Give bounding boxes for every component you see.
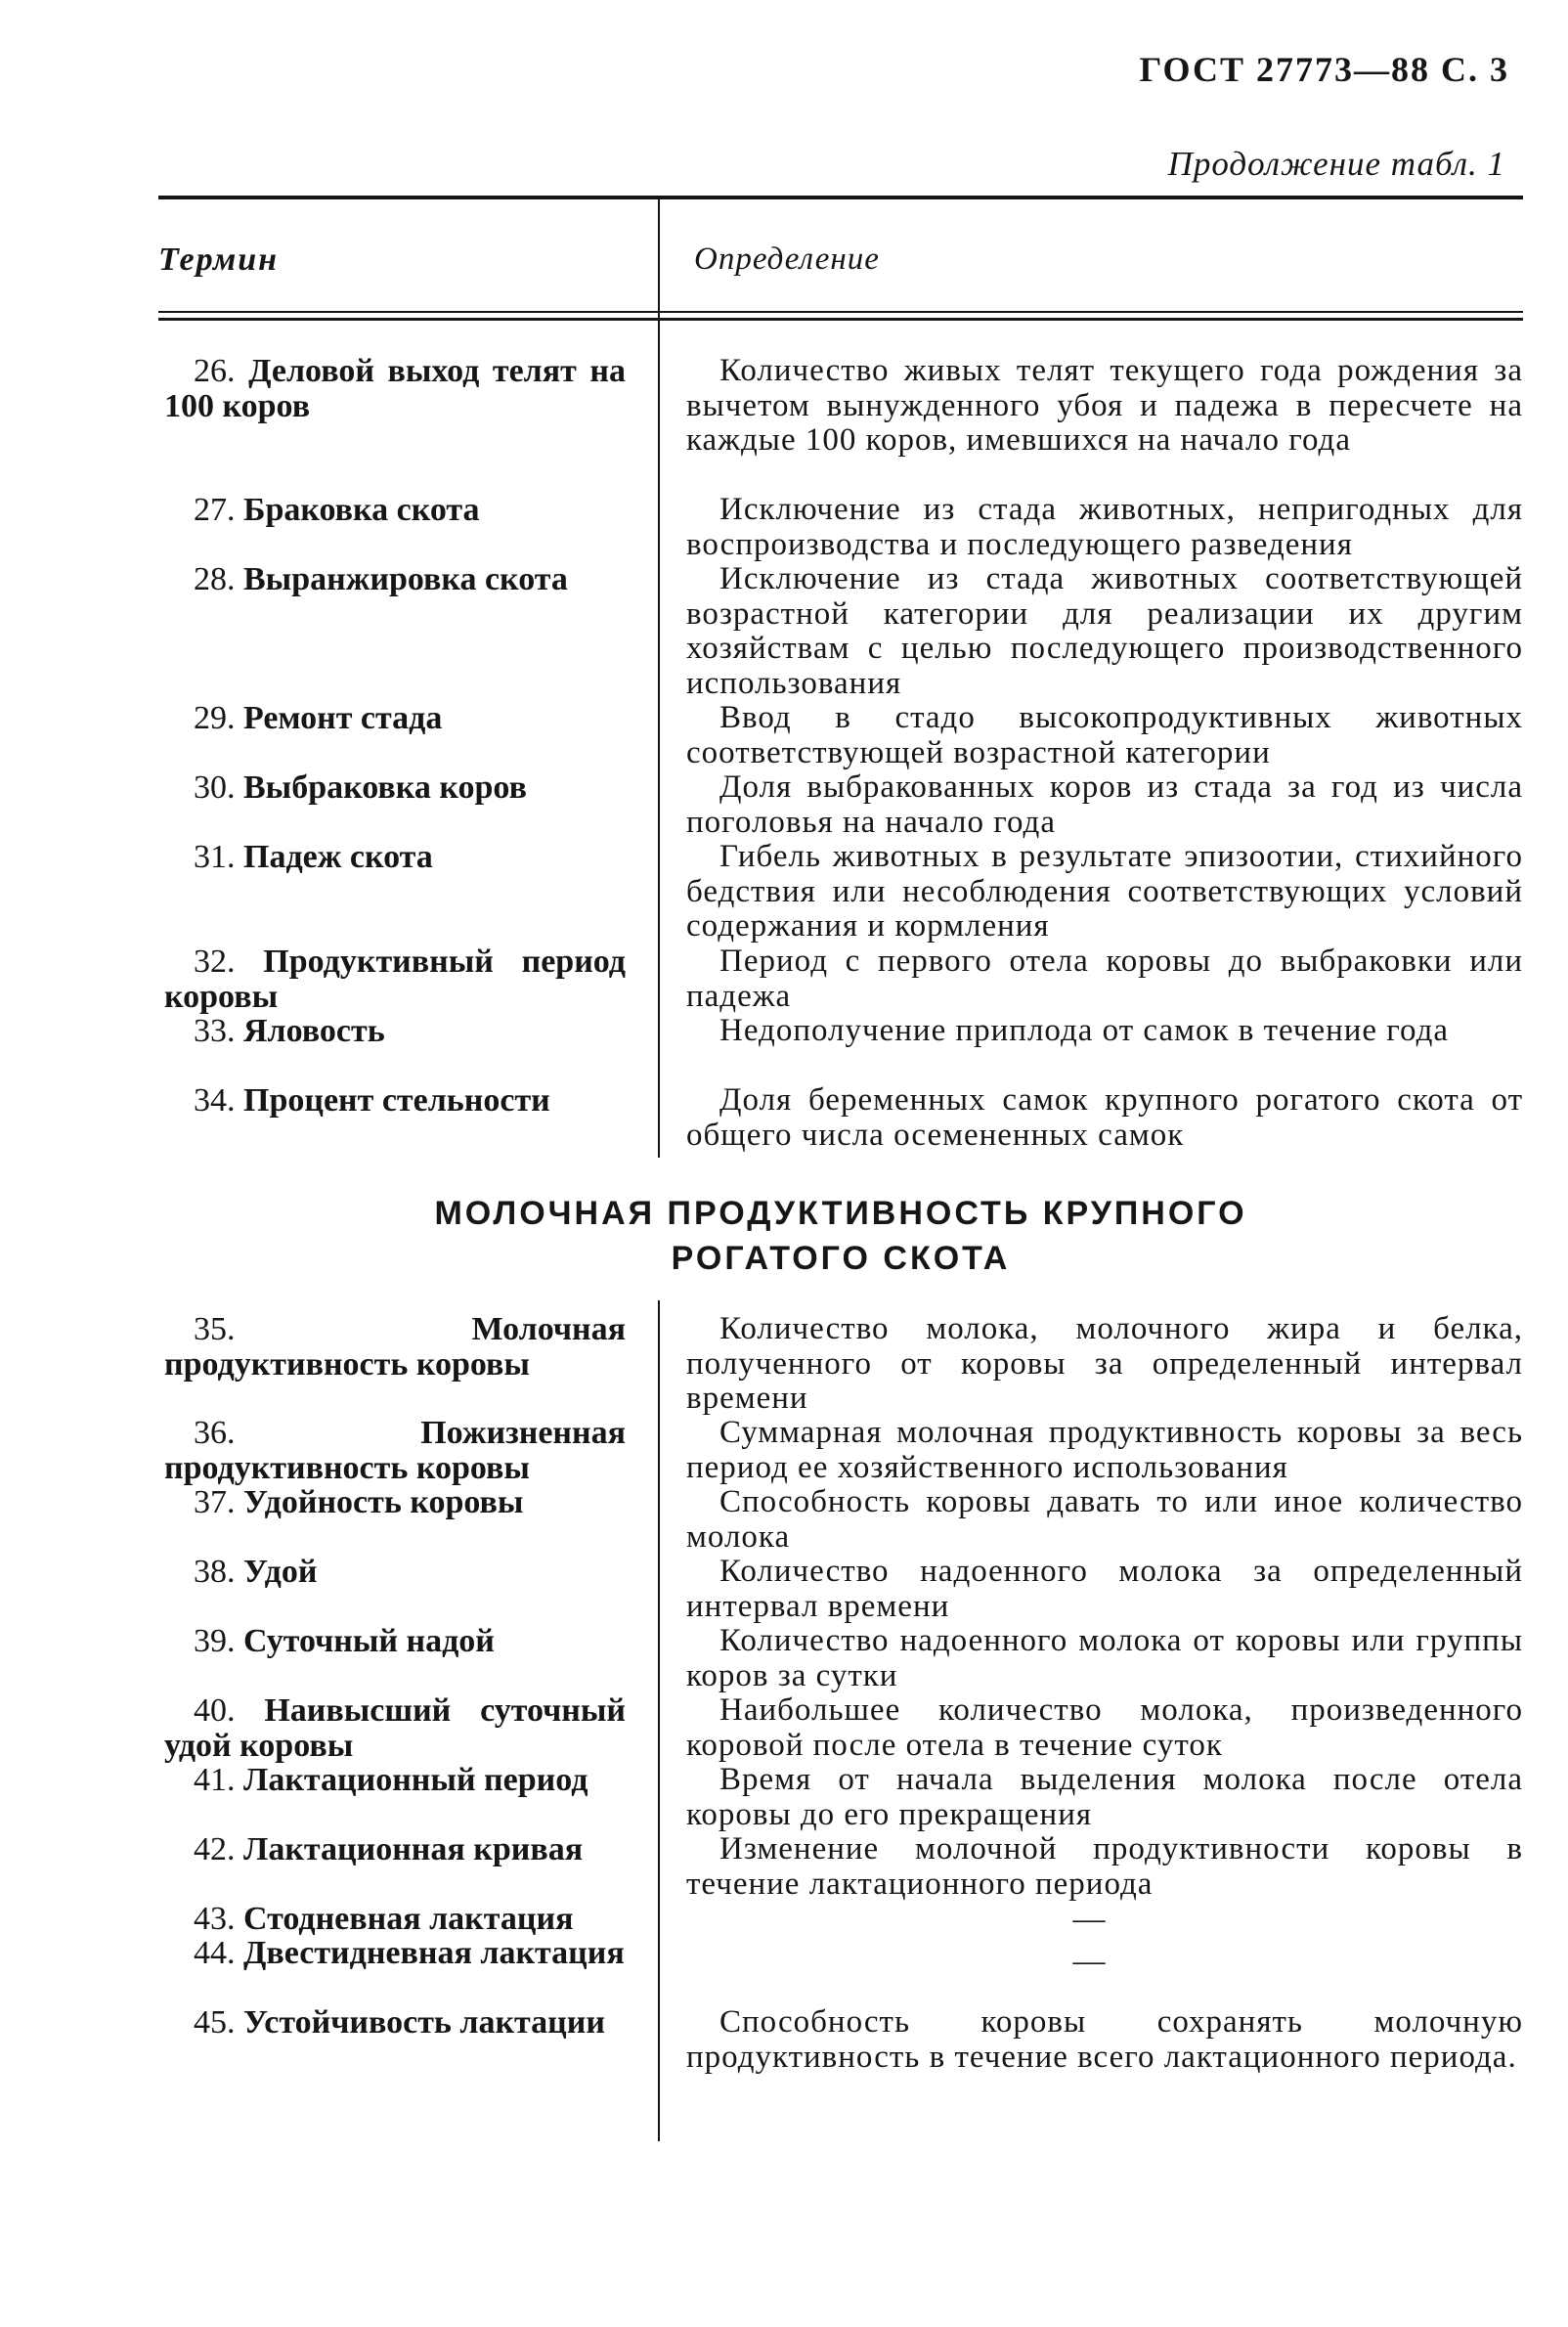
term-text (164, 1832, 626, 1867)
definition-text: Ввод в стадо высокопродуктивных животных соответствующей возрастной категории (686, 700, 1523, 770)
definition-text: Гибель животных в результате эпизоотии, стихийного бедствия или несоблюдения соответствующих условий содержания и кормления (686, 839, 1523, 944)
term-text (164, 701, 626, 736)
term-text (164, 1624, 626, 1659)
term-number: 34. (194, 1082, 236, 1119)
definition-dash: — (1072, 1944, 1106, 1979)
term-text (164, 1083, 626, 1119)
definition-text: Исключение из стада животных, непригодных для воспроизводства и последующего разведения (686, 492, 1523, 562)
term-name: Стодневная лактация (243, 1901, 574, 1937)
definition-text: Способность коровы сохранять молочную продуктивность в течение всего лактационного периода. (686, 2004, 1523, 2075)
term-text (164, 1485, 626, 1520)
term-text (164, 1014, 626, 1049)
definition-text: Количество молока, молочного жира и белка, полученного от коровы за определенный интервал времени (686, 1311, 1523, 1416)
term-name: Устойчивость лактации (243, 2004, 605, 2041)
term-number: 41. (194, 1762, 236, 1798)
term-number: 33. (194, 1013, 236, 1049)
term-name: Молочная продуктивность коровы (164, 1311, 626, 1383)
column-separator (658, 199, 660, 1158)
definition-text: Способность коровы давать то или иное количество молока (686, 1484, 1523, 1555)
term-name: Выбраковка коров (243, 769, 527, 806)
definition-text: Время от начала выделения молока после отела коровы до его прекращения (686, 1762, 1523, 1832)
term-text (164, 1693, 626, 1764)
term-number: 31. (194, 839, 236, 875)
term-number: 26. (194, 353, 236, 389)
section-title-line: РОГАТОГО СКОТА (671, 1240, 1011, 1277)
term-number: 43. (194, 1901, 236, 1937)
term-name: Суточный надой (243, 1623, 495, 1659)
term-name: Лактационный период (243, 1762, 588, 1798)
term-number: 42. (194, 1831, 236, 1867)
page-header: ГОСТ 27773—88 С. 3 (1139, 50, 1509, 89)
definition-text: Наибольшее количество молока, произведенного коровой после отела в течение суток (686, 1692, 1523, 1763)
term-number: 27. (194, 492, 236, 528)
definition-text: Период с первого отела коровы до выбраковки или падежа (686, 944, 1523, 1014)
term-number: 36. (194, 1415, 236, 1451)
term-name: Пожизненная продуктивность коровы (164, 1415, 626, 1486)
term-text (164, 2005, 626, 2041)
definition-text: Доля выбракованных коров из стада за год из числа поголовья на начало года (686, 769, 1523, 840)
term-name: Яловость (243, 1013, 385, 1049)
term-text (164, 354, 626, 424)
term-text (164, 1555, 626, 1590)
term-text (164, 1416, 626, 1486)
term-name: Двестидневная лактация (243, 1935, 625, 1971)
term-text (164, 562, 626, 597)
term-number: 28. (194, 561, 236, 597)
term-name: Падеж скота (243, 839, 433, 875)
definition-text: Доля беременных самок крупного рогатого скота от общего числа осемененных самок (686, 1082, 1523, 1153)
term-text (164, 1312, 626, 1383)
table-top-rule (158, 196, 1523, 199)
term-number: 29. (194, 700, 236, 736)
header-double-rule (158, 311, 1523, 313)
column-header-term: Термин (158, 241, 280, 278)
header-double-rule (158, 318, 1523, 321)
definition-text: Суммарная молочная продуктивность коровы за весь период ее хозяйственного использования (686, 1415, 1523, 1485)
definition-text: Исключение из стада животных соответствующей возрастной категории для реализации их другим хозяйствам с целью последующего производственного использования (686, 561, 1523, 701)
term-name: Продуктивный период коровы (164, 944, 626, 1015)
term-text (164, 944, 626, 1015)
definition-text: Количество надоенного молока за определенный интервал времени (686, 1554, 1523, 1624)
term-name: Наивысший суточный удой коровы (164, 1692, 626, 1764)
definition-text: Недополучение приплода от самок в течение года (719, 1013, 1450, 1048)
term-number: 39. (194, 1623, 236, 1659)
term-number: 38. (194, 1554, 236, 1590)
term-number: 44. (194, 1935, 236, 1971)
term-number: 35. (194, 1311, 236, 1347)
term-text (164, 493, 626, 528)
section-title-line: МОЛОЧНАЯ ПРОДУКТИВНОСТЬ КРУПНОГО (434, 1195, 1247, 1232)
table-continuation-label: Продолжение табл. 1 (1167, 145, 1505, 183)
definition-text: Количество живых телят текущего года рождения за вычетом вынужденного убоя и падежа в пересчете на каждые 100 коров, имевшихся на начало года (686, 353, 1523, 458)
term-number: 45. (194, 2004, 236, 2041)
term-number: 40. (194, 1692, 236, 1729)
term-name: Удойность коровы (243, 1484, 524, 1520)
column-separator (658, 1300, 660, 2141)
term-name: Выранжировка скота (243, 561, 568, 597)
term-name: Деловой выход телят на 100 коров (164, 353, 627, 424)
term-text (164, 1936, 626, 1971)
term-name: Удой (243, 1554, 318, 1590)
definition-text: Изменение молочной продуктивности коровы в течение лактационного периода (686, 1831, 1523, 1902)
term-text (164, 770, 626, 806)
definition-dash: — (1072, 1902, 1106, 1937)
term-name: Лактационная кривая (243, 1831, 584, 1867)
term-number: 32. (194, 944, 236, 980)
column-header-definition: Определение (694, 241, 880, 277)
term-name: Браковка скота (243, 492, 480, 528)
term-number: 37. (194, 1484, 236, 1520)
term-text (164, 1763, 626, 1798)
definition-text: Количество надоенного молока от коровы или группы коров за сутки (686, 1623, 1523, 1693)
term-name: Ремонт стада (243, 700, 443, 736)
term-name: Процент стельности (243, 1082, 550, 1119)
section-title (158, 1191, 1523, 1281)
term-text (164, 1902, 626, 1937)
term-number: 30. (194, 769, 236, 806)
term-text (164, 840, 626, 875)
